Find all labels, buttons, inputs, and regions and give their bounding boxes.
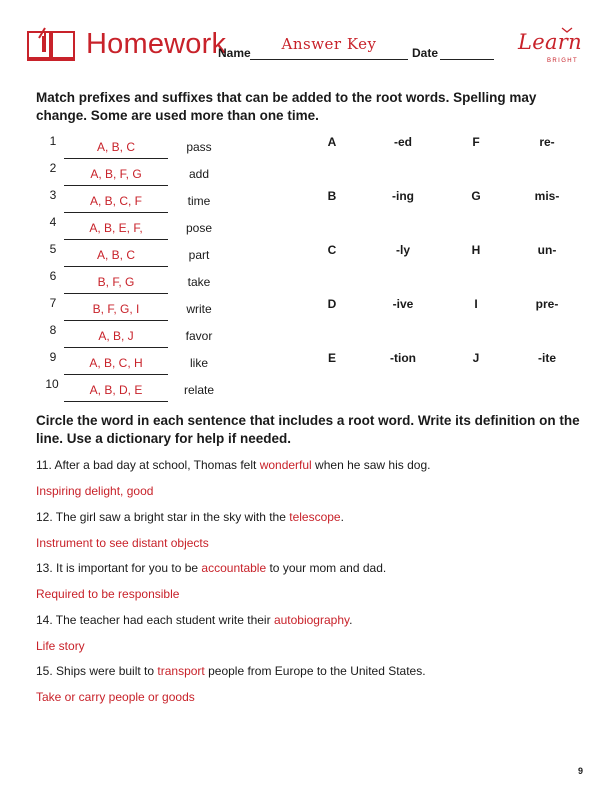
- affix-letter: D: [327, 297, 337, 311]
- answer-line: [64, 239, 168, 240]
- sentence-text: .: [349, 612, 353, 627]
- root-word-highlight: accountable: [201, 561, 267, 575]
- learn-bright-logo: Learn: [518, 30, 582, 54]
- answer-line: [64, 266, 168, 267]
- sentence: [36, 664, 426, 678]
- sentence-text: when he saw his dog.: [311, 458, 431, 472]
- answer-line: [64, 320, 168, 321]
- page-number: 9: [578, 766, 584, 776]
- row-answer: A, B, C, H: [89, 356, 143, 370]
- row-answer: A, B, C: [96, 140, 135, 154]
- root-word-highlight: transport: [157, 664, 205, 678]
- root-word: favor: [185, 329, 213, 343]
- sentence-text: .: [340, 509, 344, 524]
- affix-letter: C: [327, 243, 337, 257]
- date-line: [440, 59, 494, 60]
- affix-text: -ite: [538, 351, 556, 365]
- affix-letter: B: [327, 189, 337, 203]
- definition-answer: Inspiring delight, good: [36, 484, 154, 498]
- root-word: take: [187, 275, 211, 289]
- definition-answer: Required to be responsible: [36, 587, 180, 601]
- sentence-text: to your mom and dad.: [266, 561, 387, 575]
- affix-text: -ly: [395, 243, 410, 257]
- row-answer: A, B, F, G: [90, 167, 142, 181]
- row-number: 4: [49, 215, 57, 229]
- section2-instructions: Circle the word in each sentence that includes a root word. Write its definition on the line. Use a dictionary for help if needed.: [36, 413, 580, 446]
- affix-text: -tion: [390, 351, 416, 365]
- name-value: Answer Key: [281, 35, 377, 53]
- row-answer: A, B, C: [96, 248, 135, 262]
- answer-line: [64, 212, 168, 213]
- row-answer: A, B, E, F,: [89, 221, 143, 235]
- row-answer: A, B, J: [98, 329, 134, 343]
- sentence: [36, 613, 352, 627]
- definition-answer: Instrument to see distant objects: [36, 535, 209, 550]
- row-number: 1: [49, 134, 57, 148]
- definition-answer: Life story: [36, 638, 85, 653]
- definition-answer: Take or carry people or goods: [36, 690, 195, 704]
- sentence-text: 14. The teacher had each student write their: [36, 612, 274, 627]
- sentence-text: 13. It is important for you to be: [36, 561, 202, 575]
- answer-line: [64, 185, 168, 186]
- root-word: part: [188, 248, 210, 262]
- row-number: 9: [49, 350, 57, 364]
- homework-title: Homework: [86, 28, 227, 60]
- affix-letter: G: [471, 189, 481, 203]
- affix-letter: I: [474, 297, 478, 311]
- logo-spark-icon: [560, 26, 574, 36]
- affix-letter: J: [472, 351, 480, 365]
- root-word-highlight: telescope: [289, 509, 341, 524]
- row-number: 7: [49, 296, 57, 310]
- affix-letter: A: [327, 135, 337, 149]
- sentence-text: 12. The girl saw a bright star in the sky with the: [36, 509, 290, 524]
- row-answer: A, B, C, F: [89, 194, 142, 208]
- root-word: time: [187, 194, 211, 208]
- affix-text: -ing: [392, 189, 414, 203]
- affix-text: un-: [537, 243, 557, 257]
- row-number: 2: [49, 161, 57, 175]
- row-answer: A, B, D, E: [89, 383, 143, 397]
- name-label: Name: [218, 46, 251, 60]
- root-word: pose: [185, 221, 213, 235]
- answer-line: [64, 374, 168, 375]
- row-number: 6: [49, 269, 57, 283]
- root-word: relate: [183, 383, 215, 397]
- answer-line: [64, 347, 168, 348]
- affix-text: -ive: [392, 297, 414, 311]
- root-word: pass: [186, 140, 212, 154]
- name-line: [250, 59, 408, 60]
- affix-text: pre-: [535, 297, 559, 311]
- sentence-text: 11. After a bad day at school, Thomas felt: [36, 458, 260, 472]
- sentence: [36, 561, 386, 575]
- root-word-highlight: wonderful: [259, 458, 312, 472]
- row-number: 5: [49, 242, 57, 256]
- answer-line: [64, 293, 168, 294]
- affix-letter: H: [471, 243, 481, 257]
- answer-line: [64, 401, 168, 402]
- row-answer: B, F, G, I: [92, 302, 140, 316]
- section1-instructions: Match prefixes and suffixes that can be added to the root words. Spelling may change. Some are used more than one time.: [36, 90, 537, 123]
- row-number: 10: [45, 377, 59, 391]
- answer-line: [64, 158, 168, 159]
- sentence-text: people from Europe to the United States.: [204, 664, 426, 678]
- logo-subtext: BRIGHT: [547, 58, 579, 64]
- affix-letter: E: [327, 351, 336, 365]
- row-number: 8: [49, 323, 57, 337]
- row-number: 3: [49, 188, 57, 202]
- affix-text: re-: [539, 135, 555, 149]
- root-word: like: [189, 356, 208, 370]
- affix-letter: F: [472, 135, 480, 149]
- root-word: write: [186, 302, 212, 316]
- open-book-icon: [25, 24, 77, 64]
- sentence-text: 15. Ships were built to: [36, 664, 158, 678]
- affix-text: mis-: [534, 189, 560, 203]
- sentence: [36, 458, 430, 472]
- affix-text: -ed: [394, 135, 412, 149]
- sentence: [36, 510, 344, 524]
- row-answer: B, F, G: [97, 275, 135, 289]
- root-word: add: [188, 167, 210, 181]
- root-word-highlight: autobiography: [273, 612, 350, 627]
- date-label: Date: [412, 46, 439, 60]
